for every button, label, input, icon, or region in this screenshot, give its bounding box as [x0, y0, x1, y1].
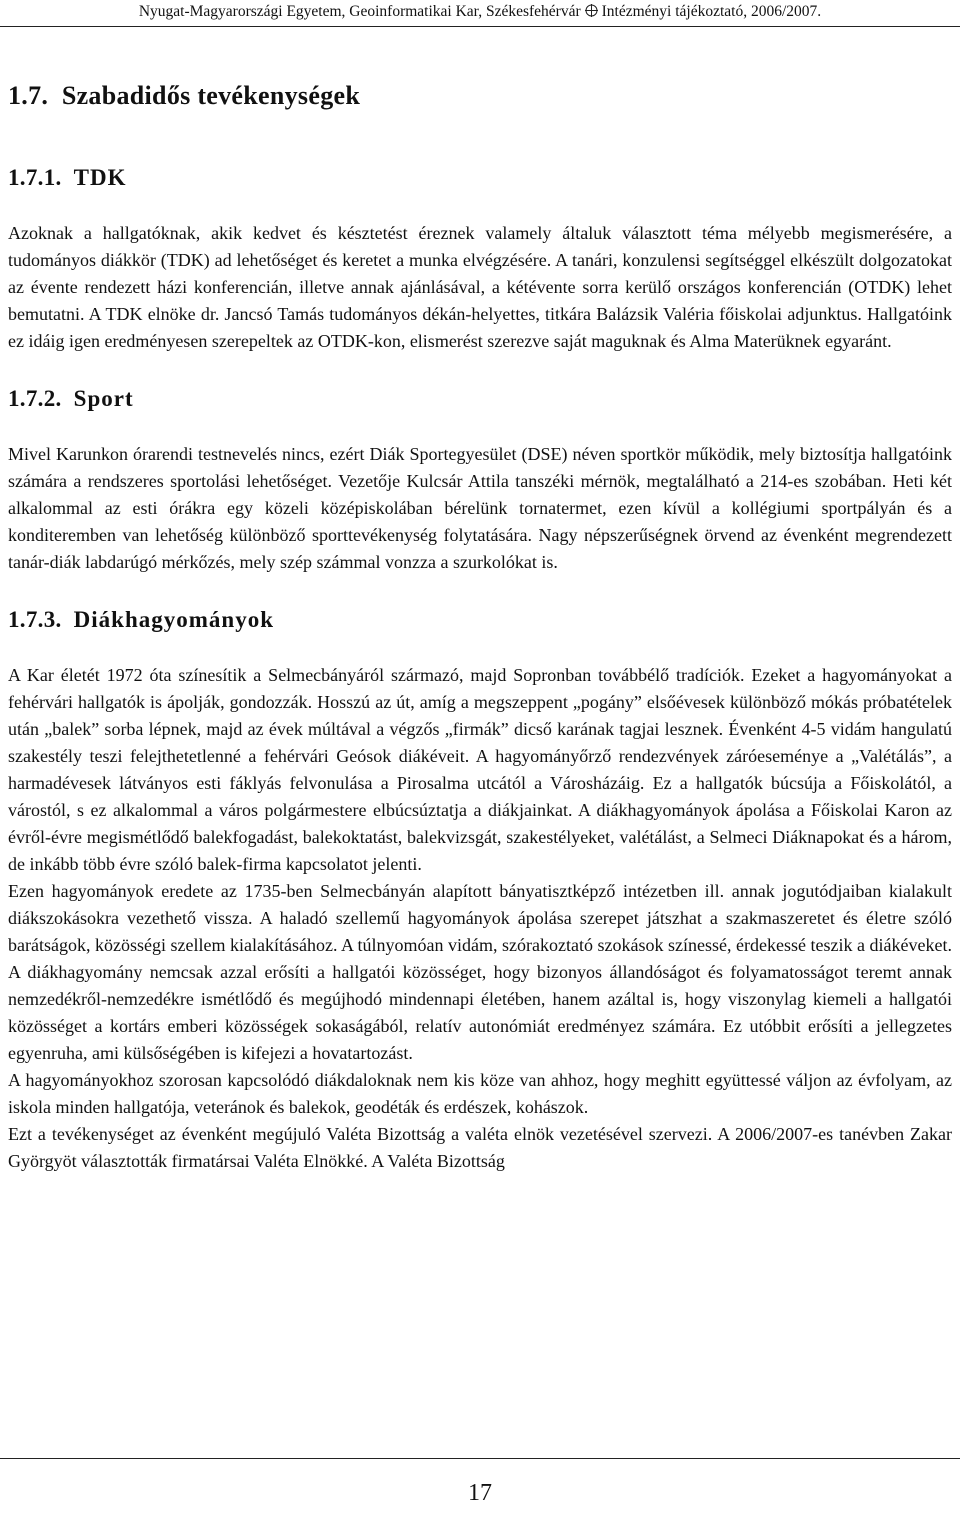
page-number: 17	[468, 1480, 492, 1506]
subsection-heading-tdk	[8, 162, 952, 194]
section-number: 1.7.	[8, 81, 49, 110]
main-content	[8, 78, 952, 1175]
subsection-number: 1.7.2.	[8, 386, 62, 411]
running-header	[0, 0, 960, 27]
subsection-number: 1.7.1.	[8, 165, 62, 190]
section-title: Szabadidős tevékenységek	[61, 81, 361, 110]
paragraph-tdk: Azoknak a hallgatóknak, akik kedvet és késztetést éreznek valamely általuk választott téma mélyebb megismerésére, a tudományos diákkör (TDK) ad lehetőséget és keretet a munka elvégzésére. A tanári, konzulensi segítséggel elkészült dolgozatokat az évente rendezett házi konferencián, illetve annak ajánlásával, a kétévente sorra kerülő országos konferencián (OTDK) lehet bemutatni. A TDK elnöke dr. Jancsó Tamás tudományos dékán-helyettes, titkára Balázsik Valéria főiskolai adjunktus. Hallgatóink ez idáig igen eredményesen szerepeltek az OTDK-kon, elismerést szerezve saját maguknak és Alma Materüknek egyaránt.	[8, 223, 952, 351]
subsection-title: Sport	[73, 386, 134, 411]
paragraph-sport: Mivel Karunkon órarendi testnevelés nincs, ezért Diák Sportegyesület (DSE) néven sportkör működik, mely biztosítja hallgatóink számára a rendszeres sportolási lehetőséget. Vezetője Kulcsár Attila tanszéki mérnök, megtalálható a 214-es szobában. Heti két alkalommal az esti órákra egy közeli középiskolában bérelünk tornatermet, ezen kívül a kollégiumi sportpályán és a konditeremben van lehetőség különböző sporttevékenység folytatására. Nagy népszerűségnek örvend az évenként megrendezett tanár-diák labdarúgó mérkőzés, mely szép számmal vonzza a szurkolókat is.	[8, 444, 952, 572]
section-heading	[8, 78, 952, 114]
header-publication: Intézményi tájékoztató, 2006/2007.	[601, 3, 822, 20]
paragraph-traditions-2: Ezen hagyományok eredete az 1735-ben Selmecbányán alapított bányatisztképző intézetben ill. annak jogutódjaiban kialakult diákszokásokra vezethető vissza. A haladó szellemű hagyományok ápolása szerepet játszhat a szakmaszeretet és életre szóló barátságok, közösségi szellem kialakításához. A túlnyomóan vidám, szórakoztató szokások színessé, érdekessé teszik a diákéveket. A diákhagyomány nemcsak azzal erősíti a hallgatói közösséget, hogy bizonyos állandóságot és folyamatosságot teremt annak nemzedékről-nemzedékre ismétlődő és megújhodó mindennapi életében, hanem azáltal is, hogy viszonylag kiemeli a hallgatói közösséget a kortárs emberi közösségek sokaságából, relatív autonómiát eredményez számára. Ez utóbbit erősíti a jellegzetes egyenruha, ami külsőségében is kifejezi a hovatartozást.	[8, 881, 952, 1063]
paragraph-traditions-1: A Kar életét 1972 óta színesítik a Selmecbányáról származó, majd Sopronban továbbélő tradíciók. Ezeket a hagyományokat a fehérvári hallgatók is ápolják, gondozzák. Hosszú az út, amíg a megszeppent „pogány” elsőévesek különböző mókás próbatételek után „balek” sorba lépnek, majd az évek múltával a végzős „firmák” dicső karának tagjai lesznek. Évenként 4-5 vidám hangulatú szakestély teszi felejthetetlenné a fehérvári Geósok diákéveit. A hagyományőrző rendezvények záróeseménye a „Valétálás”, a harmadévesek látványos esti fáklyás felvonulása a Pirosalma utcától a Városházáig. Ez a hallgatók búcsúja a Főiskolától, a várostól, s ez alkalommal a város polgármestere elbúcsúztatja a diákjainkat. A diákhagyományok ápolása a Főiskolai Karon az évről-évre megismétlődő balekfogadást, balekoktatást, balekvizsgát, szakestélyeket, valétálást, a Selmeci Diáknapokat és a három, de inkább több évre szóló balek-firma kapcsolatot jelenti.	[8, 665, 952, 874]
subsection-heading-sport	[8, 383, 952, 415]
quartered-circle-icon	[585, 0, 598, 24]
paragraph-traditions-3: A hagyományokhoz szorosan kapcsolódó diákdaloknak nem kis köze van ahhoz, hogy meghitt együttessé váljon az évfolyam, az iskola minden hallgatója, veteránok és balekok, geodéták és erdészek, kohászok.	[8, 1070, 952, 1117]
header-institution: Nyugat-Magyarországi Egyetem, Geoinformatikai Kar, Székesfehérvár	[138, 3, 581, 20]
subsection-title: Diákhagyományok	[73, 607, 274, 632]
subsection-heading-traditions	[8, 604, 952, 636]
subsection-number: 1.7.3.	[8, 607, 62, 632]
subsection-title: TDK	[73, 165, 127, 190]
paragraph-traditions-4: Ezt a tevékenységet az évenként megújuló Valéta Bizottság a valéta elnök vezetésével szervezi. A 2006/2007-es tanévben Zakar Györgyöt választották firmatársai Valéta Elnökké. A Valéta Bizottság	[8, 1124, 952, 1171]
